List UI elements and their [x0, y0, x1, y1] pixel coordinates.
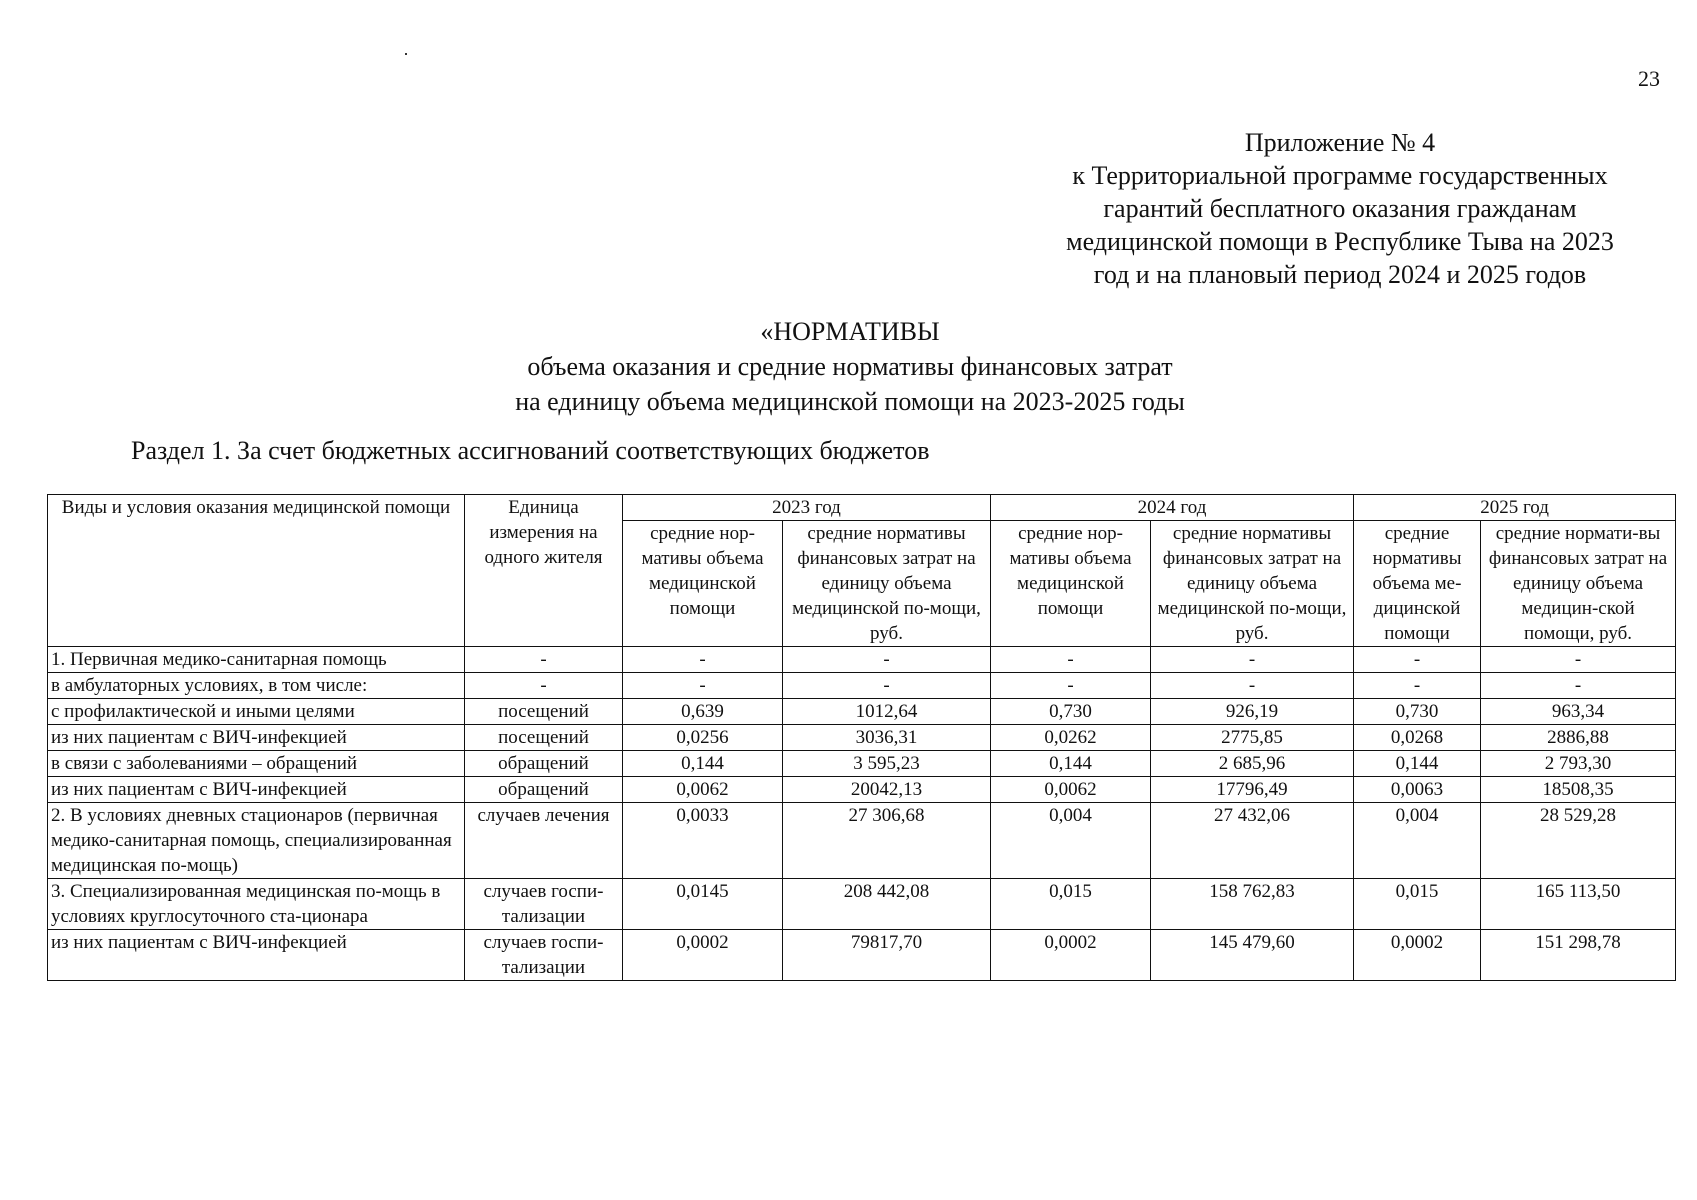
cell-value: 0,0256 [623, 725, 783, 751]
cell-value: 0,0002 [1354, 930, 1481, 981]
row-name: в связи с заболеваниями – обращений [48, 751, 465, 777]
cell-value: - [623, 673, 783, 699]
cell-value: 963,34 [1481, 699, 1676, 725]
cell-value: 0,0062 [991, 777, 1151, 803]
header-type: Виды и условия оказания медицинской помощи [48, 495, 465, 647]
cell-value: - [623, 647, 783, 673]
header-sub: средние нормативы финансовых затрат на единицу объема медицинской по-мощи, руб. [783, 521, 991, 647]
header-unit: Единица измерения на одного жителя [465, 495, 623, 647]
header-sub: средние нор-мативы объема медицинской помощи [623, 521, 783, 647]
title-line: на единицу объема медицинской помощи на 2023-2025 годы [515, 387, 1185, 416]
table-row [48, 673, 1676, 699]
cell-value: - [991, 647, 1151, 673]
cell-value: 0,015 [1354, 879, 1481, 930]
appendix-line: медицинской помощи в Республике Тыва на 2023 [1066, 227, 1614, 256]
table-row [48, 751, 1676, 777]
row-name: 1. Первичная медико-санитарная помощь [48, 647, 465, 673]
cell-value: 0,0262 [991, 725, 1151, 751]
cell-value: - [1481, 673, 1676, 699]
appendix-line: к Территориальной программе государственных [1072, 161, 1608, 190]
row-name: с профилактической и иными целями [48, 699, 465, 725]
appendix-block [1040, 126, 1640, 291]
cell-value: 0,0063 [1354, 777, 1481, 803]
cell-value: 0,004 [991, 803, 1151, 879]
row-name: 3. Специализированная медицинская по-мощь в условиях круглосуточного ста-ционара [48, 879, 465, 930]
cell-value: - [783, 647, 991, 673]
table-row [48, 647, 1676, 673]
row-unit: - [465, 647, 623, 673]
cell-value: 3036,31 [783, 725, 991, 751]
cell-value: 0,0033 [623, 803, 783, 879]
cell-value: - [1151, 647, 1354, 673]
title-line: «НОРМАТИВЫ [760, 317, 940, 346]
header-sub: средние нор-мативы объема медицинской помощи [991, 521, 1151, 647]
cell-value: 0,730 [991, 699, 1151, 725]
cell-value: 165 113,50 [1481, 879, 1676, 930]
table-row [48, 699, 1676, 725]
row-unit: случаев госпи-тализации [465, 930, 623, 981]
row-name: из них пациентам с ВИЧ-инфекцией [48, 930, 465, 981]
cell-value: - [1354, 673, 1481, 699]
page-number: 23 [1638, 66, 1660, 91]
appendix-line: Приложение № 4 [1244, 128, 1436, 157]
cell-value: 2886,88 [1481, 725, 1676, 751]
cell-value: 0,0002 [991, 930, 1151, 981]
table-row [48, 803, 1676, 879]
header-sub: средние нормати-вы финансовых затрат на единицу объема медицин-ской помощи, руб. [1481, 521, 1676, 647]
cell-value: 151 298,78 [1481, 930, 1676, 981]
table-row [48, 879, 1676, 930]
row-unit: посещений [465, 725, 623, 751]
cell-value: 3 595,23 [783, 751, 991, 777]
header-year: 2023 год [623, 495, 991, 521]
cell-value: 20042,13 [783, 777, 991, 803]
cell-value: - [1481, 647, 1676, 673]
cell-value: - [1354, 647, 1481, 673]
cell-value: - [1151, 673, 1354, 699]
row-name: из них пациентам с ВИЧ-инфекцией [48, 725, 465, 751]
row-unit: обращений [465, 751, 623, 777]
cell-value: 158 762,83 [1151, 879, 1354, 930]
cell-value: 0,015 [991, 879, 1151, 930]
row-unit: случаев госпи-тализации [465, 879, 623, 930]
row-unit: посещений [465, 699, 623, 725]
cell-value: 145 479,60 [1151, 930, 1354, 981]
cell-value: 0,639 [623, 699, 783, 725]
cell-value: 0,0002 [623, 930, 783, 981]
header-sub: средние нормативы финансовых затрат на единицу объема медицинской по-мощи, руб. [1151, 521, 1354, 647]
cell-value: 2 793,30 [1481, 751, 1676, 777]
row-unit: случаев лечения [465, 803, 623, 879]
table-row [48, 777, 1676, 803]
header-row-years [48, 495, 1676, 521]
cell-value: 2775,85 [1151, 725, 1354, 751]
cell-value: 79817,70 [783, 930, 991, 981]
row-name: в амбулаторных условиях, в том числе: [48, 673, 465, 699]
cell-value: 926,19 [1151, 699, 1354, 725]
header-sub: средние нормативы объема ме-дицинской помощи [1354, 521, 1481, 647]
cell-value: 0,0062 [623, 777, 783, 803]
title-line: объема оказания и средние нормативы финансовых затрат [527, 352, 1173, 381]
row-name: 2. В условиях дневных стационаров (первичная медико-санитарная помощь, специализированная медицинская по-мощь) [48, 803, 465, 879]
cell-value: - [991, 673, 1151, 699]
header-year: 2025 год [1354, 495, 1676, 521]
row-unit: обращений [465, 777, 623, 803]
cell-value: - [783, 673, 991, 699]
cell-value: 1012,64 [783, 699, 991, 725]
cell-value: 208 442,08 [783, 879, 991, 930]
cell-value: 0,144 [991, 751, 1151, 777]
row-unit: - [465, 673, 623, 699]
table-row [48, 725, 1676, 751]
cell-value: 0,004 [1354, 803, 1481, 879]
row-name: из них пациентам с ВИЧ-инфекцией [48, 777, 465, 803]
appendix-line: год и на плановый период 2024 и 2025 годов [1093, 260, 1587, 289]
document-title [400, 314, 1300, 419]
header-year: 2024 год [991, 495, 1354, 521]
table-row [48, 930, 1676, 981]
cell-value: 0,0268 [1354, 725, 1481, 751]
cell-value: 18508,35 [1481, 777, 1676, 803]
cell-value: 0,0145 [623, 879, 783, 930]
scan-dot [405, 53, 407, 55]
cell-value: 28 529,28 [1481, 803, 1676, 879]
cell-value: 27 306,68 [783, 803, 991, 879]
cell-value: 2 685,96 [1151, 751, 1354, 777]
cell-value: 0,144 [1354, 751, 1481, 777]
cell-value: 17796,49 [1151, 777, 1354, 803]
section-heading: Раздел 1. За счет бюджетных ассигнований соответствующих бюджетов [131, 436, 930, 465]
appendix-line: гарантий бесплатного оказания гражданам [1103, 194, 1577, 223]
cell-value: 0,144 [623, 751, 783, 777]
cell-value: 27 432,06 [1151, 803, 1354, 879]
norms-table [47, 494, 1676, 981]
cell-value: 0,730 [1354, 699, 1481, 725]
